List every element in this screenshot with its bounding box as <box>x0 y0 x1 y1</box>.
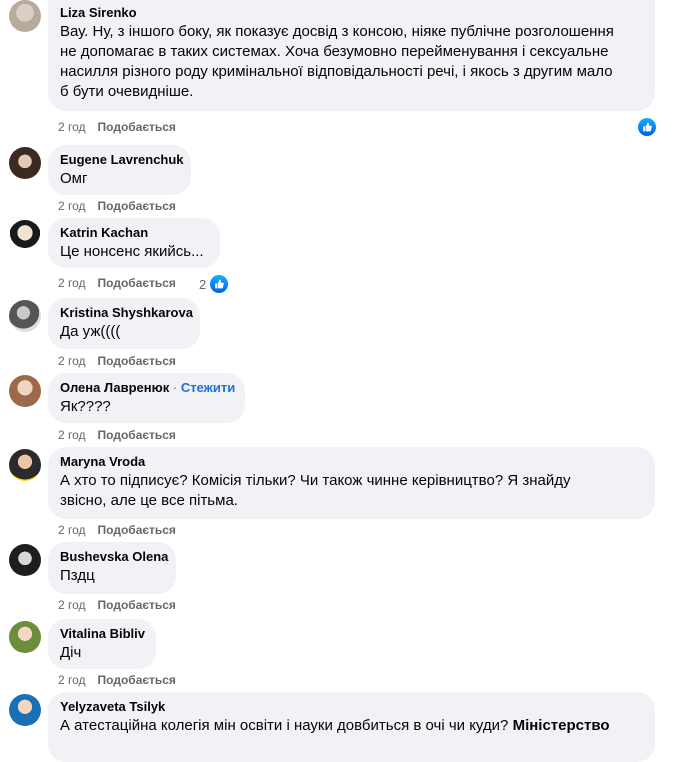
comment-bubble <box>48 692 655 762</box>
comment-text: Вау. Ну, з іншого боку, як показує досвід з консою, ніяке публічне розголошення не допомагає в таких системах. Хоча безумовно перейменування і сексуальне насилля різного роду кримінальної відповідальності речі, і якось з другим мало б бути очевидніше. <box>60 23 614 100</box>
comment-bubble <box>48 145 191 195</box>
comment-text: Діч <box>60 644 82 661</box>
comment-meta <box>58 353 176 369</box>
like-button[interactable]: Подобається <box>97 276 176 290</box>
comment-bubble <box>48 0 655 111</box>
avatar[interactable] <box>9 0 41 32</box>
comment-time[interactable]: 2 год <box>58 199 86 213</box>
comment-text: Як???? <box>60 398 111 415</box>
like-button[interactable]: Подобається <box>97 523 176 537</box>
avatar[interactable] <box>9 449 41 481</box>
comment-text: А хто то підписує? Комісія тільки? Чи також чинне керівництво? Я знайду звісно, але це все пітьма. <box>60 472 571 509</box>
avatar[interactable] <box>9 544 41 576</box>
comment-text: Пздц <box>60 567 95 584</box>
like-button[interactable]: Подобається <box>97 673 176 687</box>
comment-author[interactable]: Kristina Shyshkarova <box>60 305 193 320</box>
comment-text: Омг <box>60 170 88 187</box>
comment-author-line <box>60 380 236 396</box>
comment-text: Да уж(((( <box>60 323 121 340</box>
like-button[interactable]: Подобається <box>97 598 176 612</box>
comment-author[interactable]: Katrin Kachan <box>60 225 149 240</box>
comment-time[interactable]: 2 год <box>58 598 86 612</box>
follow-button[interactable]: Стежити <box>180 380 236 395</box>
reaction-count-number: 2 <box>199 276 207 292</box>
comment-time[interactable]: 2 год <box>58 354 86 368</box>
comment-bubble <box>48 619 156 669</box>
comment-text-line <box>60 716 643 736</box>
comment-author[interactable]: Yelyzaveta Tsilyk <box>60 699 166 714</box>
reaction-count[interactable] <box>195 272 232 296</box>
like-button[interactable]: Подобається <box>97 428 176 442</box>
comment-time[interactable]: 2 год <box>58 120 86 134</box>
comment-bubble <box>48 298 200 349</box>
avatar[interactable] <box>9 375 41 407</box>
comment-bubble <box>48 373 245 423</box>
comment-meta <box>58 119 176 135</box>
like-button[interactable]: Подобається <box>97 199 176 213</box>
comment-author[interactable]: Олена Лавренюк <box>60 380 170 395</box>
comment-bubble <box>48 542 176 594</box>
comment-meta <box>58 427 176 443</box>
comment-text: Це нонсенс якийсь... <box>60 243 204 260</box>
comment-time[interactable]: 2 год <box>58 523 86 537</box>
avatar[interactable] <box>9 621 41 653</box>
like-button[interactable]: Подобається <box>97 120 176 134</box>
separator-dot: · <box>172 380 178 395</box>
comment-meta <box>58 522 176 538</box>
avatar[interactable] <box>9 220 41 252</box>
avatar[interactable] <box>9 300 41 332</box>
comment-bubble <box>48 447 655 519</box>
avatar[interactable] <box>9 694 41 726</box>
comment-meta <box>58 198 176 214</box>
comment-author[interactable]: Eugene Lavrenchuk <box>60 152 184 167</box>
comment-time[interactable]: 2 год <box>58 276 86 290</box>
comment-author[interactable]: Liza Sirenko <box>60 5 137 20</box>
comment-time[interactable]: 2 год <box>58 673 86 687</box>
thumbs-up-icon <box>208 273 230 295</box>
comment-text-bold: Міністерство <box>512 717 610 734</box>
comment-meta <box>58 597 176 613</box>
comment-meta <box>58 275 176 291</box>
thumbs-up-icon <box>636 116 658 138</box>
avatar[interactable] <box>9 147 41 179</box>
comment-bubble <box>48 218 220 268</box>
comment-text: А атестаційна колегія мін освіти і науки довбиться в очі чи куди? <box>60 717 509 734</box>
comment-author[interactable]: Bushevska Olena <box>60 549 169 564</box>
comment-author[interactable]: Maryna Vroda <box>60 454 146 469</box>
reaction-badge[interactable] <box>632 115 660 139</box>
comment-meta <box>58 672 176 688</box>
like-button[interactable]: Подобається <box>97 354 176 368</box>
comment-time[interactable]: 2 год <box>58 428 86 442</box>
comment-author[interactable]: Vitalina Bibliv <box>60 626 146 641</box>
